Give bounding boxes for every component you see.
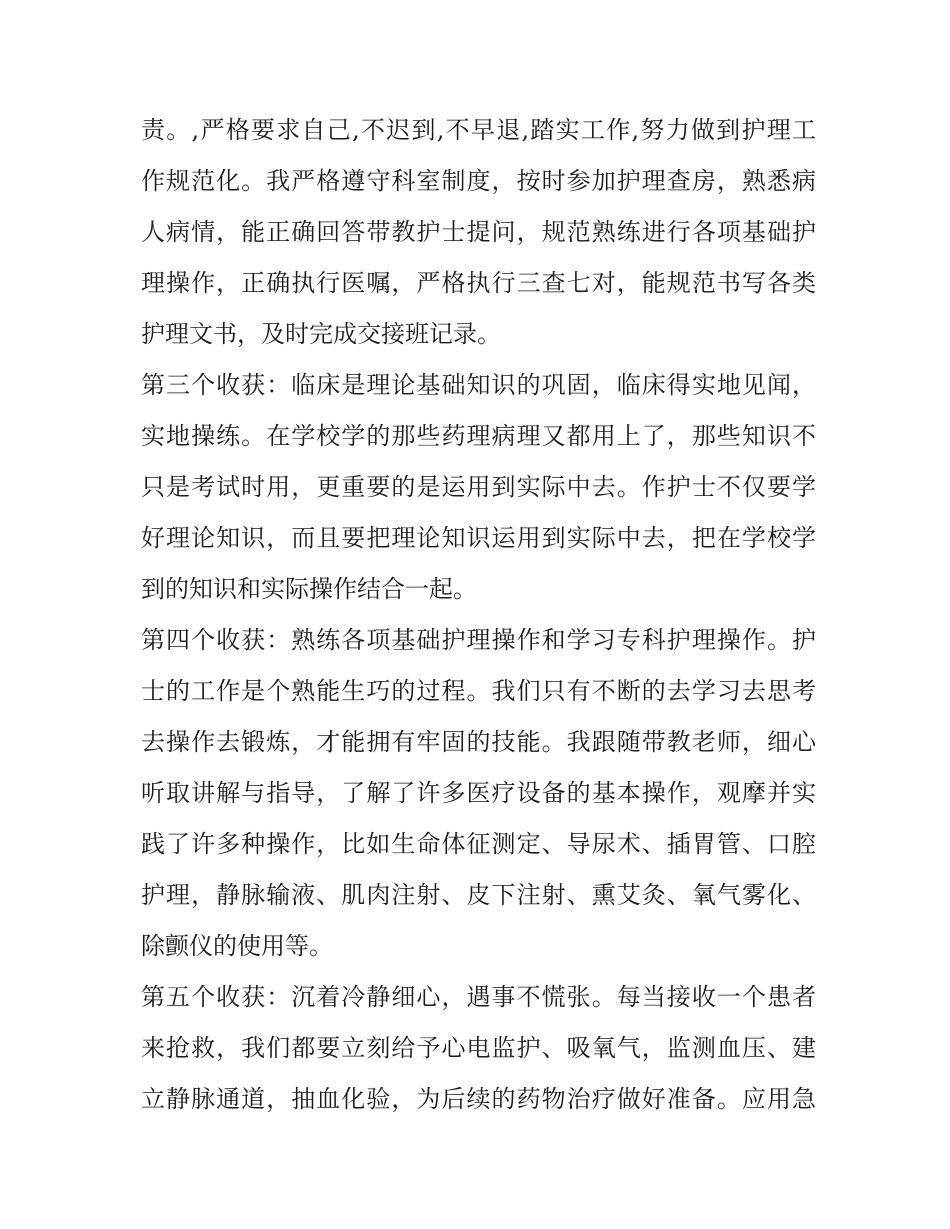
text-line-4: 理操作，正确执行医嘱，严格执行三查七对，能规范书写各类 [141,269,816,297]
text-line-20: 立静脉通道，抽血化验，为后续的药物治疗做好准备。应用急 [141,1085,816,1113]
text-line-13: 去操作去锻炼，才能拥有牢固的技能。我跟随带教老师，细心 [141,728,816,756]
text-line-3: 人病情，能正确回答带教护士提问，规范熟练进行各项基础护 [141,218,816,246]
text-line-17: 除颤仪的使用等。 [141,932,333,960]
text-line-2: 作规范化。我严格遵守科室制度，按时参加护理查房，熟悉病 [141,167,816,195]
text-line-6: 第三个收获：临床是理论基础知识的巩固，临床得实地见闻， [141,371,816,399]
text-line-12: 士的工作是个熟能生巧的过程。我们只有不断的去学习去思考 [141,677,816,705]
text-line-10: 到的知识和实际操作结合一起。 [141,575,477,603]
text-line-15: 践了许多种操作，比如生命体征测定、导尿术、插胃管、口腔 [141,830,816,858]
text-line-8: 只是考试时用，更重要的是运用到实际中去。作护士不仅要学 [141,473,816,501]
text-line-14: 听取讲解与指导，了解了许多医疗设备的基本操作，观摩并实 [141,779,816,807]
text-line-7: 实地操练。在学校学的那些药理病理又都用上了，那些知识不 [141,422,816,450]
text-line-5: 护理文书，及时完成交接班记录。 [141,320,501,348]
text-line-9: 好理论知识，而且要把理论知识运用到实际中去，把在学校学 [141,524,816,552]
text-line-1: 责。,严格要求自己,不迟到,不早退,踏实工作,努力做到护理工 [141,116,816,144]
text-line-11: 第四个收获：熟练各项基础护理操作和学习专科护理操作。护 [141,626,816,654]
document-body [141,105,816,1125]
text-line-19: 来抢救，我们都要立刻给予心电监护、吸氧气，监测血压、建 [141,1034,816,1062]
text-line-16: 护理，静脉输液、肌肉注射、皮下注射、熏艾灸、氧气雾化、 [141,881,816,909]
text-line-18: 第五个收获：沉着冷静细心，遇事不慌张。每当接收一个患者 [141,983,816,1011]
